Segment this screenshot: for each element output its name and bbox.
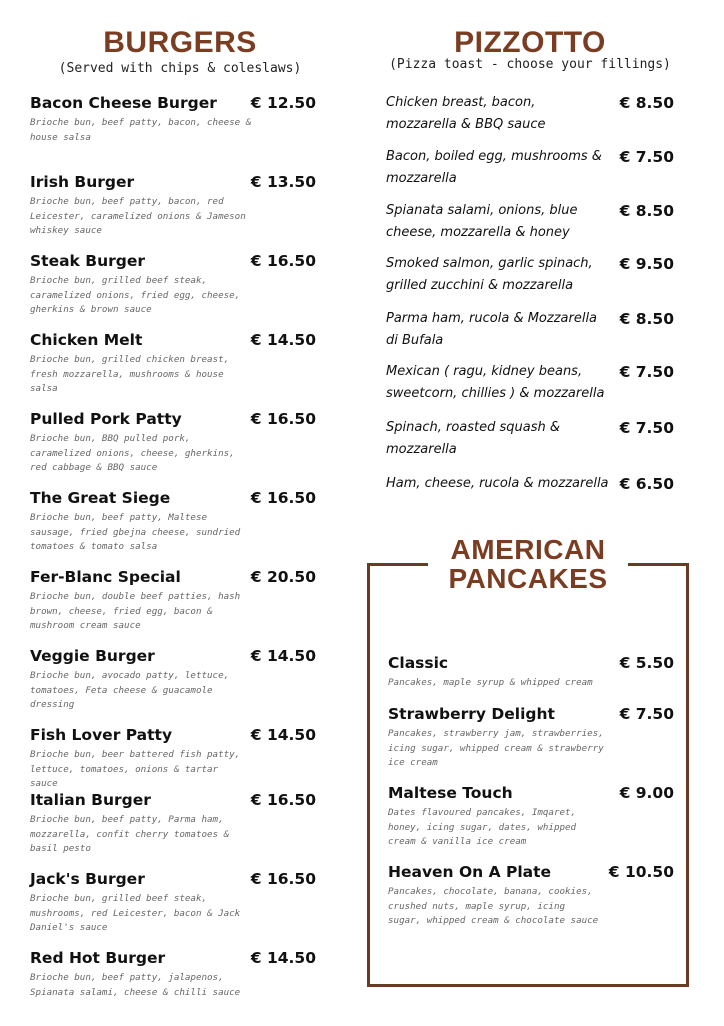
menu-item	[30, 645, 320, 724]
menu-item	[388, 782, 678, 861]
item-name: Classic	[388, 654, 449, 672]
item-price: € 14.50	[250, 331, 316, 349]
item-name: Steak Burger	[30, 252, 145, 270]
item-price: € 16.50	[250, 410, 316, 428]
pancakes-title-line2: PANCAKES	[448, 563, 608, 594]
menu-item	[386, 146, 686, 200]
item-price: € 14.50	[250, 726, 316, 744]
item-name: Mexican ( ragu, kidney beans, sweetcorn, chillies ) & mozzarella	[386, 364, 605, 401]
item-description: Brioche bun, beef patty, Parma ham, mozzarella, confit cherry tomatoes & basil pesto	[30, 814, 230, 854]
item-description: Brioche bun, grilled chicken breast, fresh mozzarella, mushrooms & house salsa	[30, 354, 230, 394]
menu-item	[30, 250, 320, 329]
item-price: € 16.50	[250, 489, 316, 507]
menu-item	[30, 868, 320, 947]
item-name: Ham, cheese, rucola & mozzarella	[386, 476, 609, 491]
menu-item	[386, 200, 686, 253]
item-name: Parma ham, rucola & Mozzarella di Bufala	[386, 311, 598, 348]
item-name: Bacon Cheese Burger	[30, 94, 217, 112]
burgers-list	[30, 92, 320, 1026]
item-price: € 7.50	[619, 419, 674, 437]
item-price: € 8.50	[619, 94, 674, 112]
item-name: Italian Burger	[30, 791, 151, 809]
item-description: Brioche bun, beef patty, bacon, red Leicester, caramelized onions & Jameson whiskey sauce	[30, 196, 246, 236]
item-name: Maltese Touch	[388, 784, 513, 802]
item-description: Brioche bun, avocado patty, lettuce, tomatoes, Feta cheese & guacamole dressing	[30, 670, 230, 710]
menu-item	[386, 253, 686, 308]
item-description: Brioche bun, beef patty, Maltese sausage, fried gbejna cheese, sundried tomatoes & tomato salsa	[30, 512, 241, 552]
menu-item	[386, 417, 686, 473]
menu-item	[30, 92, 320, 171]
pancakes-list	[388, 652, 678, 929]
menu-item	[388, 652, 678, 703]
item-description: Brioche bun, BBQ pulled pork, caramelized onions, cheese, gherkins, red cabbage & BBQ sauce	[30, 433, 235, 473]
item-description: Brioche bun, beef patty, bacon, cheese & house salsa	[30, 117, 252, 143]
item-name: Spinach, roasted squash & mozzarella	[386, 420, 561, 457]
item-description: Dates flavoured pancakes, Imqaret, honey, icing sugar, dates, whipped cream & vanilla ice cream	[388, 807, 577, 847]
item-price: € 20.50	[250, 568, 316, 586]
menu-item	[30, 171, 320, 250]
menu-item	[386, 308, 686, 361]
item-price: € 6.50	[619, 475, 674, 493]
item-description: Brioche bun, double beef patties, hash brown, cheese, fried egg, bacon & mushroom cream sauce	[30, 591, 241, 631]
menu-item	[30, 566, 320, 645]
menu-item	[30, 947, 320, 1026]
item-price: € 16.50	[250, 870, 316, 888]
item-name: Strawberry Delight	[388, 705, 555, 723]
item-name: Chicken Melt	[30, 331, 143, 349]
item-price: € 8.50	[619, 310, 674, 328]
item-name: Chicken breast, bacon, mozzarella & BBQ sauce	[386, 95, 546, 132]
menu-item	[30, 408, 320, 487]
item-name: Pulled Pork Patty	[30, 410, 182, 428]
item-name: Irish Burger	[30, 173, 135, 191]
menu-item	[388, 861, 678, 929]
item-name: Jack's Burger	[30, 870, 145, 888]
item-price: € 9.50	[619, 255, 674, 273]
menu-item	[386, 361, 686, 417]
menu-item	[30, 487, 320, 566]
item-price: € 7.50	[619, 363, 674, 381]
item-name: Smoked salmon, garlic spinach, grilled zucchini & mozzarella	[386, 256, 593, 293]
menu-item	[30, 724, 320, 789]
item-description: Brioche bun, beer battered fish patty, lettuce, tomatoes, onions & tartar sauce	[30, 749, 241, 789]
item-description: Brioche bun, grilled beef steak, caramelized onions, fried egg, cheese, gherkins & brown sauce	[30, 275, 241, 315]
item-name: Spianata salami, onions, blue cheese, mozzarella & honey	[386, 203, 578, 240]
pizzotto-list	[386, 92, 686, 503]
menu-item	[30, 329, 320, 408]
item-name: Heaven On A Plate	[388, 863, 552, 881]
menu-item	[386, 92, 686, 146]
menu-item	[388, 703, 678, 782]
item-price: € 14.50	[250, 647, 316, 665]
item-description: Brioche bun, beef patty, jalapenos, Spianata salami, cheese & chilli sauce	[30, 972, 241, 998]
item-price: € 16.50	[250, 252, 316, 270]
item-price: € 13.50	[250, 173, 316, 191]
pancakes-title-line1: AMERICAN	[450, 534, 606, 565]
item-price: € 5.50	[619, 654, 674, 672]
pancakes-title	[410, 535, 646, 593]
item-name: Bacon, boiled egg, mushrooms & mozzarella	[386, 149, 602, 186]
item-description: Brioche bun, grilled beef steak, mushrooms, red Leicester, bacon & Jack Daniel's sauce	[30, 893, 241, 933]
item-price: € 12.50	[250, 94, 316, 112]
item-price: € 14.50	[250, 949, 316, 967]
item-description: Pancakes, chocolate, banana, cookies, crushed nuts, maple syrup, icing sugar, whipped cream & chocolate sauce	[388, 886, 599, 926]
item-price: € 16.50	[250, 791, 316, 809]
burgers-title: BURGERS	[103, 26, 257, 59]
pizzotto-title: PIZZOTTO	[454, 26, 606, 59]
item-name: Fish Lover Patty	[30, 726, 173, 744]
menu-item	[386, 473, 686, 503]
item-name: Fer-Blanc Special	[30, 568, 181, 586]
item-description: Pancakes, maple syrup & whipped cream	[388, 677, 593, 688]
item-name: Veggie Burger	[30, 647, 155, 665]
item-description: Pancakes, strawberry jam, strawberries, icing sugar, whipped cream & strawberry ice cream	[388, 728, 604, 768]
item-price: € 7.50	[619, 705, 674, 723]
item-price: € 10.50	[608, 863, 674, 881]
item-price: € 7.50	[619, 148, 674, 166]
item-name: Red Hot Burger	[30, 949, 166, 967]
item-name: The Great Siege	[30, 489, 171, 507]
item-price: € 8.50	[619, 202, 674, 220]
burgers-subtitle: (Served with chips & coleslaws)	[58, 61, 302, 76]
menu-item	[30, 789, 320, 868]
pizzotto-subtitle: (Pizza toast - choose your fillings)	[389, 57, 671, 72]
item-price: € 9.00	[619, 784, 674, 802]
